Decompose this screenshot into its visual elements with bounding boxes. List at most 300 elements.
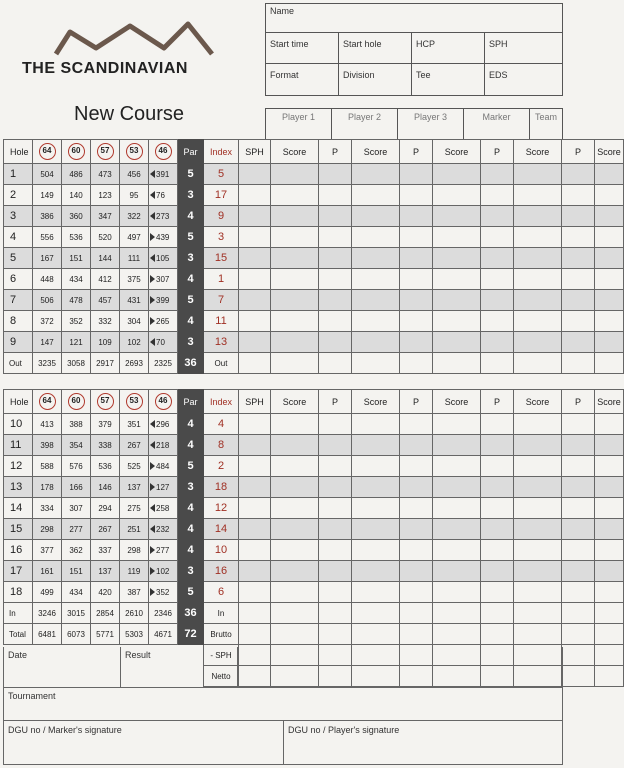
score-entry-cell[interactable]: [562, 456, 595, 477]
score-entry-cell[interactable]: [562, 311, 595, 332]
eds-field[interactable]: [485, 64, 562, 95]
score-entry-cell[interactable]: [481, 582, 514, 603]
score-entry-cell[interactable]: [481, 624, 514, 645]
player-1-header: Player 1: [266, 109, 332, 140]
tee-distance: 434: [62, 582, 91, 603]
score-entry-cell[interactable]: [562, 540, 595, 561]
score-entry-cell[interactable]: [400, 456, 433, 477]
arrow-left-icon: [150, 441, 155, 449]
score-entry-cell[interactable]: [514, 311, 562, 332]
name-field[interactable]: [266, 4, 562, 33]
score-entry-cell[interactable]: [319, 603, 352, 624]
score-entry-cell[interactable]: [352, 332, 400, 353]
score-entry-cell[interactable]: [400, 435, 433, 456]
score-entry-cell[interactable]: [239, 624, 271, 645]
score-entry-cell[interactable]: [514, 456, 562, 477]
score-entry-cell[interactable]: [239, 269, 271, 290]
hole-number: 17: [4, 561, 33, 582]
tee-distance: 379: [91, 414, 120, 435]
score-entry-cell[interactable]: [400, 248, 433, 269]
tee-distance: 322: [120, 206, 149, 227]
score-entry-cell[interactable]: [400, 414, 433, 435]
score-entry-cell[interactable]: [239, 519, 271, 540]
score-entry-cell[interactable]: [595, 624, 624, 645]
score-entry-cell[interactable]: [239, 290, 271, 311]
score-entry-cell[interactable]: [271, 164, 319, 185]
tee-distance-value: 232: [156, 524, 170, 534]
score-entry-cell[interactable]: [319, 561, 352, 582]
score-entry-cell[interactable]: [481, 227, 514, 248]
score-entry-cell[interactable]: [271, 603, 319, 624]
team-score-header: Score: [595, 390, 624, 414]
score-entry-cell[interactable]: [595, 435, 624, 456]
score-entry-cell[interactable]: [400, 582, 433, 603]
score-entry-cell[interactable]: [433, 603, 481, 624]
score-entry-cell[interactable]: [352, 206, 400, 227]
score-entry-cell[interactable]: [271, 540, 319, 561]
score-entry-cell[interactable]: [433, 248, 481, 269]
index-header: Index: [204, 140, 239, 164]
score-entry-cell[interactable]: [239, 248, 271, 269]
hole-header: Hole: [4, 390, 33, 414]
score-entry-cell[interactable]: [433, 477, 481, 498]
score-entry-cell[interactable]: [481, 561, 514, 582]
tee-distance: 275: [120, 498, 149, 519]
score-entry-cell[interactable]: [400, 311, 433, 332]
score-entry-cell[interactable]: [562, 185, 595, 206]
score-header: Score: [271, 390, 319, 414]
tee-total: 2917: [91, 353, 120, 374]
brand-name: THE SCANDINAVIAN: [22, 60, 188, 77]
score-entry-cell[interactable]: [562, 248, 595, 269]
score-entry-cell[interactable]: [400, 269, 433, 290]
arrow-right-icon: [150, 233, 155, 241]
hole-number: 6: [4, 269, 33, 290]
score-entry-cell[interactable]: [239, 185, 271, 206]
score-entry-cell[interactable]: [352, 540, 400, 561]
score-entry-cell[interactable]: [319, 353, 352, 374]
score-entry-cell[interactable]: [433, 435, 481, 456]
score-entry-cell[interactable]: [352, 519, 400, 540]
score-entry-cell[interactable]: [562, 603, 595, 624]
score-entry-cell[interactable]: [595, 561, 624, 582]
score-entry-cell[interactable]: [319, 227, 352, 248]
score-entry-cell[interactable]: [239, 164, 271, 185]
score-entry-cell[interactable]: [481, 477, 514, 498]
score-entry-cell[interactable]: [595, 645, 624, 666]
score-entry-cell[interactable]: [595, 185, 624, 206]
score-entry-cell[interactable]: [319, 456, 352, 477]
score-entry-cell[interactable]: [271, 435, 319, 456]
score-entry-cell[interactable]: [481, 519, 514, 540]
index-value: 14: [204, 519, 239, 540]
score-entry-cell[interactable]: [562, 666, 595, 687]
index-value: 15: [204, 248, 239, 269]
par-value: 4: [178, 498, 204, 519]
score-entry-cell[interactable]: [400, 290, 433, 311]
score-entry-cell[interactable]: [239, 353, 271, 374]
sph-header: SPH: [239, 390, 271, 414]
score-entry-cell[interactable]: [433, 582, 481, 603]
arrow-left-icon: [150, 170, 155, 178]
score-entry-cell[interactable]: [562, 164, 595, 185]
tee-distance: [149, 248, 178, 269]
score-entry-cell[interactable]: [433, 311, 481, 332]
tee-distance: 102: [120, 332, 149, 353]
score-entry-cell[interactable]: [271, 185, 319, 206]
score-entry-cell[interactable]: [433, 353, 481, 374]
score-entry-cell[interactable]: [400, 206, 433, 227]
score-entry-cell[interactable]: [481, 269, 514, 290]
score-entry-cell[interactable]: [514, 582, 562, 603]
score-entry-cell[interactable]: [433, 414, 481, 435]
score-entry-cell[interactable]: [514, 290, 562, 311]
score-entry-cell[interactable]: [239, 414, 271, 435]
score-entry-cell[interactable]: [352, 248, 400, 269]
score-entry-cell[interactable]: [352, 582, 400, 603]
score-entry-cell[interactable]: [352, 603, 400, 624]
score-entry-cell[interactable]: [352, 477, 400, 498]
score-entry-cell[interactable]: [400, 332, 433, 353]
score-entry-cell[interactable]: [319, 582, 352, 603]
tee-distance: 387: [120, 582, 149, 603]
tee-distance: 457: [91, 290, 120, 311]
points-header: P: [481, 140, 514, 164]
score-entry-cell[interactable]: [514, 206, 562, 227]
score-entry-cell[interactable]: [433, 498, 481, 519]
tee-header-60: [62, 390, 91, 414]
score-entry-cell[interactable]: [514, 498, 562, 519]
score-entry-cell[interactable]: [400, 540, 433, 561]
score-entry-cell[interactable]: [562, 624, 595, 645]
score-entry-cell[interactable]: [595, 582, 624, 603]
score-entry-cell[interactable]: [271, 498, 319, 519]
arrow-left-icon: [150, 212, 155, 220]
tee-distance: 123: [91, 185, 120, 206]
score-entry-cell[interactable]: [514, 624, 562, 645]
score-entry-cell[interactable]: [271, 353, 319, 374]
tee-header-64: [33, 140, 62, 164]
score-entry-cell[interactable]: [239, 603, 271, 624]
score-entry-cell[interactable]: [562, 561, 595, 582]
index-value: 12: [204, 498, 239, 519]
score-entry-cell[interactable]: [562, 519, 595, 540]
tee-total: 6073: [62, 624, 91, 645]
tee-distance: 146: [91, 477, 120, 498]
tee-distance-value: 76: [156, 190, 165, 200]
score-entry-cell[interactable]: [239, 456, 271, 477]
score-entry-cell[interactable]: [271, 311, 319, 332]
score-entry-cell[interactable]: [562, 435, 595, 456]
score-entry-cell[interactable]: [433, 290, 481, 311]
score-entry-cell[interactable]: [352, 311, 400, 332]
score-entry-cell[interactable]: [352, 290, 400, 311]
score-entry-cell[interactable]: [562, 414, 595, 435]
par-value: 3: [178, 185, 204, 206]
score-entry-cell[interactable]: [433, 269, 481, 290]
score-entry-cell[interactable]: [400, 603, 433, 624]
division-label: Division: [343, 70, 375, 80]
score-entry-cell[interactable]: [433, 332, 481, 353]
score-entry-cell[interactable]: [352, 164, 400, 185]
score-entry-cell[interactable]: [514, 332, 562, 353]
score-entry-cell[interactable]: [271, 582, 319, 603]
score-entry-cell[interactable]: [595, 666, 624, 687]
score-entry-cell[interactable]: [433, 540, 481, 561]
score-entry-cell[interactable]: [481, 540, 514, 561]
tee-distance: 536: [91, 456, 120, 477]
score-entry-cell[interactable]: [319, 269, 352, 290]
score-entry-cell[interactable]: [352, 227, 400, 248]
score-entry-cell[interactable]: [319, 185, 352, 206]
score-entry-cell[interactable]: [514, 540, 562, 561]
par-value: 4: [178, 414, 204, 435]
format-field[interactable]: [266, 64, 339, 95]
score-entry-cell[interactable]: [352, 353, 400, 374]
score-entry-cell[interactable]: [319, 435, 352, 456]
score-entry-cell[interactable]: [481, 185, 514, 206]
hole-number: 9: [4, 332, 33, 353]
start-time-field[interactable]: [266, 33, 339, 64]
score-entry-cell[interactable]: [319, 311, 352, 332]
tee-distance: 448: [33, 269, 62, 290]
score-entry-cell[interactable]: [595, 414, 624, 435]
start-hole-field[interactable]: [339, 33, 412, 64]
score-entry-cell[interactable]: [319, 414, 352, 435]
sph-field[interactable]: [485, 33, 562, 64]
tee-distance: 386: [33, 206, 62, 227]
score-entry-cell[interactable]: [562, 206, 595, 227]
tee-total: 3015: [62, 603, 91, 624]
score-entry-cell[interactable]: [514, 414, 562, 435]
score-entry-cell[interactable]: [319, 332, 352, 353]
score-entry-cell[interactable]: [271, 624, 319, 645]
score-entry-cell[interactable]: [271, 248, 319, 269]
index-value: 6: [204, 582, 239, 603]
score-entry-cell[interactable]: [319, 248, 352, 269]
format-label: Format: [270, 70, 299, 80]
score-entry-cell[interactable]: [481, 603, 514, 624]
score-entry-cell[interactable]: [239, 582, 271, 603]
hole-row-3: [4, 206, 624, 227]
score-entry-cell[interactable]: [271, 227, 319, 248]
score-entry-cell[interactable]: [271, 456, 319, 477]
score-entry-cell[interactable]: [514, 248, 562, 269]
tee-distance: [149, 519, 178, 540]
par-value: 4: [178, 206, 204, 227]
arrow-left-icon: [150, 504, 155, 512]
par-total: 72: [178, 624, 204, 645]
score-entry-cell[interactable]: [352, 456, 400, 477]
index-value: 18: [204, 477, 239, 498]
par-value: 3: [178, 561, 204, 582]
score-entry-cell[interactable]: [400, 561, 433, 582]
score-entry-cell[interactable]: [595, 332, 624, 353]
score-entry-cell[interactable]: [562, 290, 595, 311]
score-entry-cell[interactable]: [595, 269, 624, 290]
score-entry-cell[interactable]: [352, 269, 400, 290]
score-entry-cell[interactable]: [595, 456, 624, 477]
score-entry-cell[interactable]: [352, 561, 400, 582]
score-entry-cell[interactable]: [319, 519, 352, 540]
score-entry-cell[interactable]: [352, 498, 400, 519]
score-entry-cell[interactable]: [239, 561, 271, 582]
tee-distance: 147: [33, 332, 62, 353]
score-entry-cell[interactable]: [433, 206, 481, 227]
tee-distance: 504: [33, 164, 62, 185]
score-entry-cell[interactable]: [562, 353, 595, 374]
score-entry-cell[interactable]: [595, 311, 624, 332]
score-entry-cell[interactable]: [271, 414, 319, 435]
score-entry-cell[interactable]: [481, 164, 514, 185]
score-entry-cell[interactable]: [271, 519, 319, 540]
score-entry-cell[interactable]: [562, 227, 595, 248]
score-entry-cell[interactable]: [352, 435, 400, 456]
score-entry-cell[interactable]: [239, 540, 271, 561]
index-value: 4: [204, 414, 239, 435]
tee-distance-value: 307: [156, 274, 170, 284]
tee-distance: [149, 332, 178, 353]
tournament-field[interactable]: [3, 688, 563, 721]
score-entry-cell[interactable]: [514, 353, 562, 374]
score-entry-cell[interactable]: [595, 540, 624, 561]
score-entry-cell[interactable]: [239, 206, 271, 227]
score-entry-cell[interactable]: [433, 164, 481, 185]
score-entry-cell[interactable]: [595, 519, 624, 540]
player-headers: [265, 108, 563, 139]
eds-label: EDS: [489, 70, 508, 80]
score-entry-cell[interactable]: [514, 227, 562, 248]
tee-distance-value: 399: [156, 295, 170, 305]
score-entry-cell[interactable]: [595, 498, 624, 519]
score-entry-cell[interactable]: [400, 477, 433, 498]
division-field[interactable]: [339, 64, 412, 95]
score-entry-cell[interactable]: [400, 185, 433, 206]
score-entry-cell[interactable]: [271, 206, 319, 227]
score-entry-cell[interactable]: [352, 185, 400, 206]
score-entry-cell[interactable]: [239, 332, 271, 353]
tee-distance: 497: [120, 227, 149, 248]
score-entry-cell[interactable]: [400, 519, 433, 540]
score-entry-cell[interactable]: [562, 498, 595, 519]
score-entry-cell[interactable]: [319, 540, 352, 561]
score-entry-cell[interactable]: [319, 164, 352, 185]
score-entry-cell[interactable]: [352, 624, 400, 645]
score-entry-cell[interactable]: [481, 456, 514, 477]
score-entry-cell[interactable]: [352, 414, 400, 435]
score-entry-cell[interactable]: [400, 227, 433, 248]
score-entry-cell[interactable]: [595, 353, 624, 374]
tee-distance: 525: [120, 456, 149, 477]
marker-header: Marker: [464, 109, 530, 140]
score-entry-cell[interactable]: [514, 435, 562, 456]
score-entry-cell[interactable]: [514, 477, 562, 498]
score-header: Score: [514, 140, 562, 164]
tee-distance: 347: [91, 206, 120, 227]
score-entry-cell[interactable]: [514, 561, 562, 582]
score-entry-cell[interactable]: [595, 248, 624, 269]
score-entry-cell[interactable]: [481, 311, 514, 332]
score-entry-cell[interactable]: [514, 164, 562, 185]
score-entry-cell[interactable]: [239, 227, 271, 248]
score-entry-cell[interactable]: [271, 477, 319, 498]
score-entry-cell[interactable]: [271, 290, 319, 311]
score-entry-cell[interactable]: [239, 498, 271, 519]
score-entry-cell[interactable]: [319, 624, 352, 645]
tee-header-46: [149, 390, 178, 414]
score-entry-cell[interactable]: [433, 519, 481, 540]
score-entry-cell[interactable]: [319, 290, 352, 311]
tee-ring-53: 53: [126, 393, 143, 410]
tee-distance: 588: [33, 456, 62, 477]
score-entry-cell[interactable]: [595, 603, 624, 624]
score-entry-cell[interactable]: [481, 332, 514, 353]
score-entry-cell[interactable]: [239, 435, 271, 456]
score-entry-cell[interactable]: [595, 290, 624, 311]
score-entry-cell[interactable]: [433, 624, 481, 645]
score-entry-cell[interactable]: [481, 290, 514, 311]
tee-field[interactable]: [412, 64, 485, 95]
tee-distance: [149, 435, 178, 456]
hole-row-18: [4, 582, 624, 603]
score-entry-cell[interactable]: [433, 227, 481, 248]
score-entry-cell[interactable]: [319, 206, 352, 227]
score-entry-cell[interactable]: [400, 164, 433, 185]
score-entry-cell[interactable]: [562, 269, 595, 290]
score-entry-cell[interactable]: [595, 227, 624, 248]
score-entry-cell[interactable]: [481, 498, 514, 519]
score-entry-cell[interactable]: [514, 185, 562, 206]
score-entry-cell[interactable]: [239, 477, 271, 498]
tee-distance: [149, 498, 178, 519]
score-entry-cell[interactable]: [481, 206, 514, 227]
score-entry-cell[interactable]: [271, 561, 319, 582]
score-entry-cell[interactable]: [400, 624, 433, 645]
score-entry-cell[interactable]: [319, 477, 352, 498]
score-entry-cell[interactable]: [595, 477, 624, 498]
score-entry-cell[interactable]: [562, 332, 595, 353]
score-entry-cell[interactable]: [400, 498, 433, 519]
score-entry-cell[interactable]: [514, 269, 562, 290]
score-entry-cell[interactable]: [481, 353, 514, 374]
score-entry-cell[interactable]: [562, 582, 595, 603]
score-entry-cell[interactable]: [595, 164, 624, 185]
score-entry-cell[interactable]: [481, 414, 514, 435]
tee-distance: 149: [33, 185, 62, 206]
tee-ring-64: 64: [39, 143, 56, 160]
score-entry-cell[interactable]: [514, 603, 562, 624]
score-entry-cell[interactable]: [481, 435, 514, 456]
score-entry-cell[interactable]: [239, 311, 271, 332]
hole-row-1: [4, 164, 624, 185]
score-entry-cell[interactable]: [433, 561, 481, 582]
score-entry-cell[interactable]: [271, 269, 319, 290]
score-entry-cell[interactable]: [433, 185, 481, 206]
score-entry-cell[interactable]: [514, 519, 562, 540]
score-entry-cell[interactable]: [400, 353, 433, 374]
score-entry-cell[interactable]: [319, 498, 352, 519]
hcp-field[interactable]: [412, 33, 485, 64]
score-entry-cell[interactable]: [562, 645, 595, 666]
tee-distance: 576: [62, 456, 91, 477]
score-entry-cell[interactable]: [562, 477, 595, 498]
score-entry-cell[interactable]: [433, 456, 481, 477]
score-entry-cell[interactable]: [481, 248, 514, 269]
hole-number: 12: [4, 456, 33, 477]
score-entry-cell[interactable]: [595, 206, 624, 227]
score-entry-cell[interactable]: [271, 332, 319, 353]
team-header: Team: [534, 112, 557, 122]
